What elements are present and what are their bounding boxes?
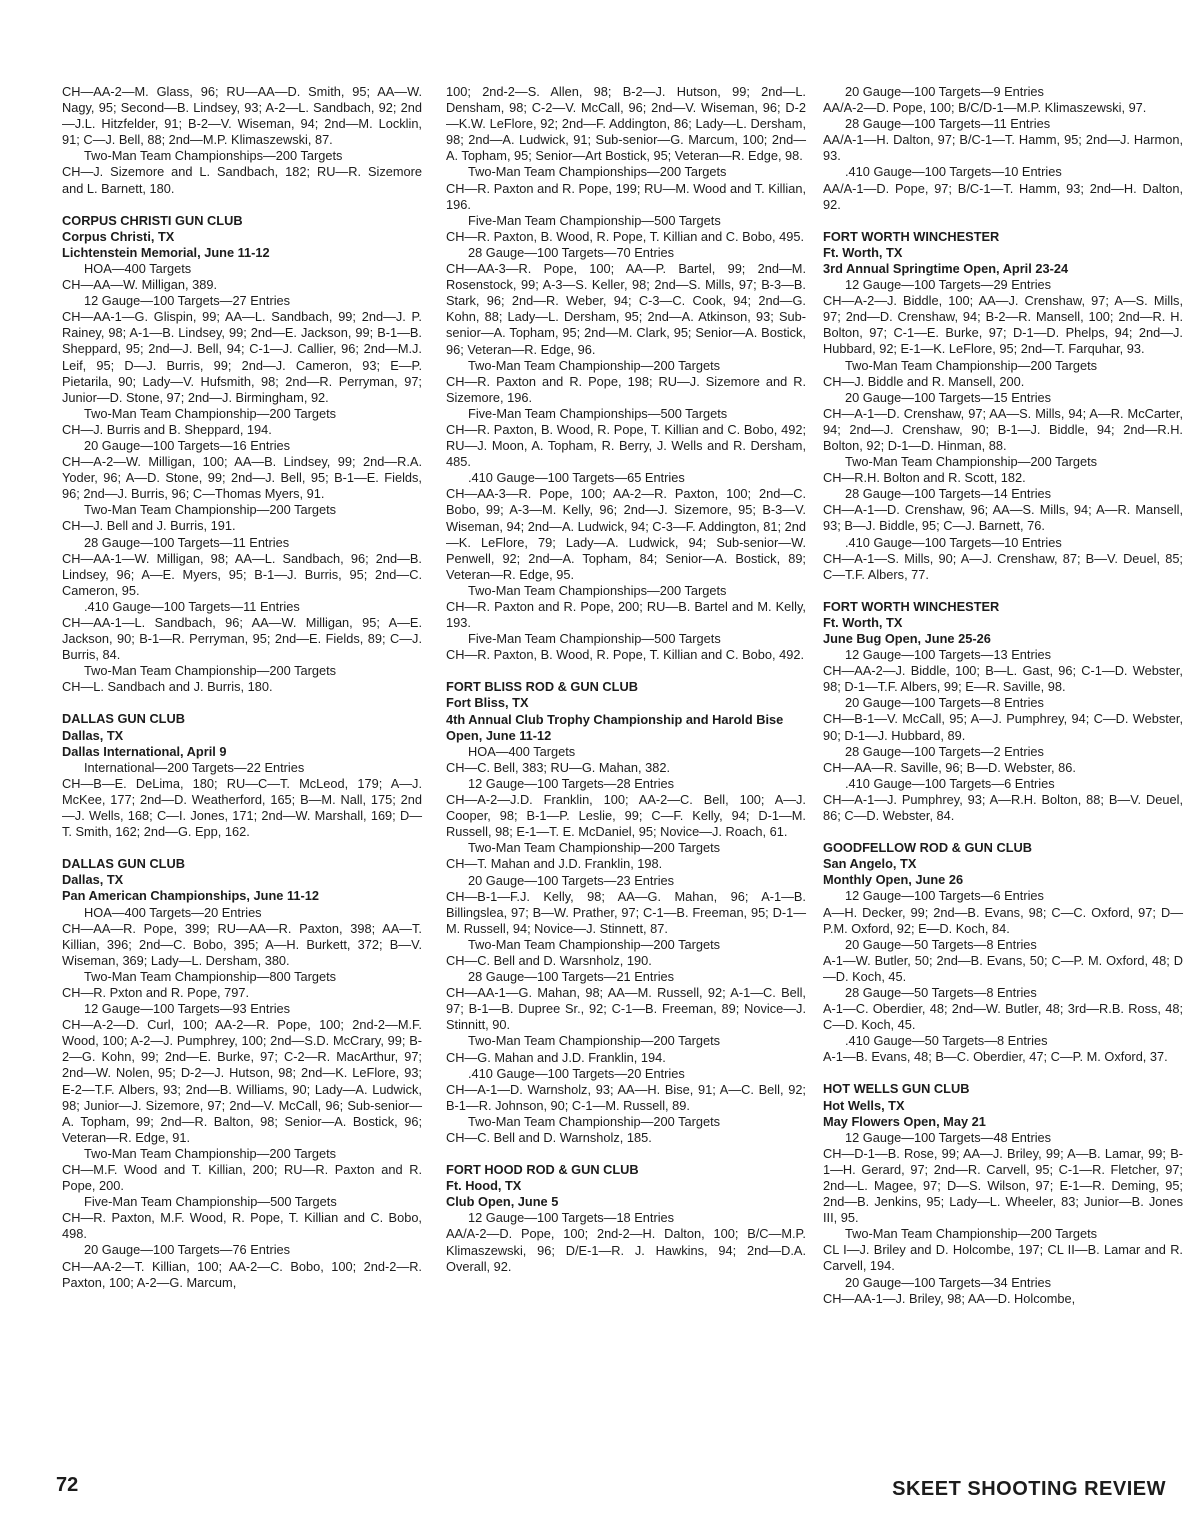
results-paragraph: CH—AA-1—L. Sandbach, 96; AA—W. Milligan, 95; A—E. Jackson, 90; B-1—R. Perryman, 95; 2nd—E. Fields, 89; C—J. Burris, 84. bbox=[62, 615, 422, 663]
results-paragraph: CH—AA-2—J. Biddle, 100; B—L. Gast, 96; C-1—D. Webster, 98; D-1—T.F. Albers, 99; E—R. Saville, 98. bbox=[823, 663, 1183, 695]
event-category: Five-Man Team Championship—500 Targets bbox=[84, 1194, 337, 1210]
results-paragraph: CH—R.H. Bolton and R. Scott, 182. bbox=[823, 470, 1026, 486]
event-category: Two-Man Team Championship—200 Targets bbox=[845, 1226, 1098, 1242]
results-paragraph: CH—R. Paxton and R. Pope, 198; RU—J. Sizemore and R. Sizemore, 196. bbox=[446, 373, 806, 405]
event-category: Two-Man Team Championships—200 Targets bbox=[468, 582, 727, 598]
results-paragraph: CH—M.F. Wood and T. Killian, 200; RU—R. Paxton and R. Pope, 200. bbox=[62, 1162, 422, 1194]
results-paragraph: A-1—W. Butler, 50; 2nd—B. Evans, 50; C—P. M. Oxford, 48; D—D. Koch, 45. bbox=[823, 952, 1183, 984]
event-category: 28 Gauge—100 Targets—14 Entries bbox=[845, 486, 1052, 502]
event-category: 20 Gauge—100 Targets—76 Entries bbox=[84, 1242, 291, 1258]
event-category: .410 Gauge—100 Targets—11 Entries bbox=[84, 598, 300, 614]
results-paragraph: CH—R. Paxton, M.F. Wood, R. Pope, T. Killian and C. Bobo, 498. bbox=[62, 1210, 422, 1242]
club-heading: DALLAS GUN CLUB bbox=[62, 856, 185, 872]
results-paragraph: CH—AA-3—R. Pope, 100; AA—P. Bartel, 99; 2nd—M. Rosenstock, 99; A-3—S. Keller, 98; 2nd—S. Mills, 97; B-3—B. Stark, 96; 2nd—R. Weber, 94; C-3—C. Cook, 94; 2nd—G. Kohn, 88; Lady—L. Dersham, 95; 2nd—A. Atkinson, 93; Sub-senior—A. Topham, 95; 2nd—M. Clark, 95; Senior—A. Bostick, 96; Veteran—R. Edge, 96. bbox=[446, 261, 806, 357]
results-paragraph: CH—A-1—S. Mills, 90; A—J. Crenshaw, 87; B—V. Deuel, 85; C—T.F. Albers, 77. bbox=[823, 550, 1183, 582]
results-paragraph: CH—AA-2—T. Killian, 100; AA-2—C. Bobo, 100; 2nd-2—R. Paxton, 100; A-2—G. Marcum, bbox=[62, 1258, 422, 1290]
results-paragraph: CH—D-1—B. Rose, 99; AA—J. Briley, 99; A—B. Lamar, 99; B-1—H. Gerard, 97; 2nd—R. Carvell, 95; C-1—R. Fletcher, 97; 2nd—L. Magee, 97; D—S. Wilson, 97; E-1—R. Deming, 95; 2nd—B. Jenkins, 95; Lady—L. Wheeler, 83; Junior—B. Jones III, 95. bbox=[823, 1145, 1183, 1226]
results-paragraph: CH—AA-1—W. Milligan, 98; AA—L. Sandbach, 96; 2nd—B. Lindsey, 96; A—E. Myers, 95; B-1—J. Burris, 95; 2nd—C. Cameron, 95. bbox=[62, 550, 422, 598]
event-subheading: Lichtenstein Memorial, June 11-12 bbox=[62, 244, 270, 260]
results-paragraph: CH—R. Paxton, B. Wood, R. Pope, T. Killian and C. Bobo, 492; RU—J. Moon, A. Topham, R. Berry, J. Wells and R. Dersham, 485. bbox=[446, 421, 806, 470]
results-paragraph: CH—A-2—D. Curl, 100; AA-2—R. Pope, 100; 2nd-2—M.F. Wood, 100; A-2—J. Pumphrey, 100; 2nd—S.D. McCrary, 99; B-2—G. Kohn, 99; 2nd—E. Burke, 97; C-2—R. MacArthur, 97; 2nd—W. Nolen, 95; D-2—J. Hutson, 98; 2nd—K. LeFlore, 93; E-2—T.F. Albers, 93; 2nd—B. Williams, 90; Lady—A. Ludwick, 98; Junior—J. Sizemore, 97; 2nd—V. McCall, 96; Sub-senior—A. Topham, 99; 2nd—R. Balton, 98; Senior—A. Bostick, 96; Veteran—R. Edge, 91. bbox=[62, 1017, 422, 1145]
event-category: Five-Man Team Championships—500 Targets bbox=[468, 405, 728, 421]
event-category: Two-Man Team Championship—200 Targets bbox=[468, 357, 721, 373]
page-number: 72 bbox=[56, 1474, 79, 1496]
results-paragraph: CH—A-2—W. Milligan, 100; AA—B. Lindsey, 99; 2nd—R.A. Yoder, 96; A—D. Stone, 99; 2nd—J. Bell, 95; B-1—E. Fields, 96; 2nd—J. Burris, 96; C—Thomas Myers, 91. bbox=[62, 454, 422, 502]
results-paragraph: CH—A-1—D. Crenshaw, 96; AA—S. Mills, 94; A—R. Mansell, 93; B—J. Biddle, 95; C—J. Barnett, 76. bbox=[823, 502, 1183, 534]
event-category: Five-Man Team Championship—500 Targets bbox=[468, 212, 721, 228]
event-subheading: Dallas, TX bbox=[62, 872, 124, 888]
event-category: Two-Man Team Championship—200 Targets bbox=[84, 663, 337, 679]
club-heading: FORT WORTH WINCHESTER bbox=[823, 598, 1000, 614]
event-subheading: Hot Wells, TX bbox=[823, 1097, 905, 1113]
event-category: International—200 Targets—22 Entries bbox=[84, 759, 305, 775]
event-category: Five-Man Team Championship—500 Targets bbox=[468, 631, 721, 647]
event-subheading: 4th Annual Club Trophy Championship and Harold Bise Open, June 11-12 bbox=[446, 711, 784, 743]
event-subheading: Ft. Worth, TX bbox=[823, 244, 903, 260]
event-category: 12 Gauge—100 Targets—27 Entries bbox=[84, 293, 291, 309]
event-category: Two-Man Team Championship—800 Targets bbox=[84, 968, 337, 984]
results-paragraph: CH—A-1—D. Crenshaw, 97; AA—S. Mills, 94; A—R. McCarter, 94; 2nd—J. Crenshaw, 90; B-1—J. Biddle, 94; 2nd—R.H. Bolton, 92; D-1—D. Hinman, 88. bbox=[823, 405, 1183, 453]
results-paragraph: CH—C. Bell, 383; RU—G. Mahan, 382. bbox=[446, 759, 671, 775]
event-category: 20 Gauge—100 Targets—9 Entries bbox=[845, 84, 1044, 99]
results-paragraph: A-1—B. Evans, 48; B—C. Oberdier, 47; C—P. M. Oxford, 37. bbox=[823, 1049, 1168, 1065]
event-category: 20 Gauge—100 Targets—8 Entries bbox=[845, 695, 1044, 711]
event-category: 28 Gauge—100 Targets—11 Entries bbox=[845, 116, 1051, 132]
results-paragraph: 100; 2nd-2—S. Allen, 98; B-2—J. Hutson, 99; 2nd—L. Densham, 98; C-2—V. McCall, 96; 2nd—V. Wiseman, 96; D-2—K.W. LeFlore, 92; 2nd—F. Addington, 86; Lady—L. Dersham, 98; 2nd—A. Ludwick, 91; Sub-senior—G. Marcum, 100; 2nd—A. Topham, 95; Senior—Art Bostick, 95; Veteran—R. Edge, 98. bbox=[446, 84, 806, 164]
text-column-3 bbox=[823, 84, 1183, 1307]
event-category: 12 Gauge—100 Targets—18 Entries bbox=[468, 1210, 675, 1226]
event-subheading: Pan American Championships, June 11-12 bbox=[62, 888, 319, 904]
event-category: 20 Gauge—50 Targets—8 Entries bbox=[845, 936, 1037, 952]
event-category: 12 Gauge—100 Targets—93 Entries bbox=[84, 1001, 291, 1017]
event-category: Two-Man Team Championships—200 Targets bbox=[84, 148, 343, 164]
event-category: 20 Gauge—100 Targets—16 Entries bbox=[84, 437, 291, 453]
club-heading: DALLAS GUN CLUB bbox=[62, 711, 185, 727]
event-category: Two-Man Team Championship—200 Targets bbox=[468, 840, 721, 856]
event-category: 20 Gauge—100 Targets—23 Entries bbox=[468, 872, 675, 888]
results-paragraph: CH—A-1—J. Pumphrey, 93; A—R.H. Bolton, 88; B—V. Deuel, 86; C—D. Webster, 84. bbox=[823, 791, 1183, 824]
event-category: .410 Gauge—100 Targets—20 Entries bbox=[468, 1065, 685, 1081]
publication-title: SKEET SHOOTING REVIEW bbox=[892, 1478, 1166, 1500]
event-subheading: Ft. Worth, TX bbox=[823, 614, 903, 630]
results-paragraph: AA/A-2—D. Pope, 100; 2nd-2—H. Dalton, 100; B/C—M.P. Klimaszewski, 96; D/E-1—R. J. Hawkins, 94; 2nd—D.A. Overall, 92. bbox=[446, 1226, 806, 1274]
results-paragraph: A-1—C. Oberdier, 48; 2nd—W. Butler, 48; 3rd—R.B. Ross, 48; C—D. Koch, 45. bbox=[823, 1001, 1183, 1033]
results-paragraph: CH—A-1—D. Warnsholz, 93; AA—H. Bise, 91; A—C. Bell, 92; B-1—R. Johnson, 90; C-1—M. Russell, 89. bbox=[446, 1081, 806, 1113]
event-category: 12 Gauge—100 Targets—6 Entries bbox=[845, 888, 1044, 904]
results-paragraph: CH—A-2—J. Biddle, 100; AA—J. Crenshaw, 97; A—S. Mills, 97; 2nd—D. Crenshaw, 94; B-2—R. Mansell, 100; 2nd—R. H. Bolton, 97; C-1—E. Burke, 97; D-1—D. Phelps, 94; 2nd—J. Hubbard, 92; E-1—K. LeFlore, 95; 2nd—T. Farquhar, 93. bbox=[823, 293, 1183, 357]
event-subheading: Fort Bliss, TX bbox=[446, 695, 529, 711]
results-paragraph: CH—R. Paxton, B. Wood, R. Pope, T. Killian and C. Bobo, 492. bbox=[446, 647, 805, 663]
results-paragraph: A—H. Decker, 99; 2nd—B. Evans, 98; C—C. Oxford, 97; D—P.M. Oxford, 92; E—D. Koch, 84. bbox=[823, 904, 1183, 936]
results-paragraph: CH—AA-1—J. Briley, 98; AA—D. Holcombe, bbox=[823, 1290, 1076, 1306]
club-heading: FORT HOOD ROD & GUN CLUB bbox=[446, 1162, 639, 1178]
results-paragraph: CH—C. Bell and D. Warnsholz, 185. bbox=[446, 1130, 652, 1145]
event-category: 28 Gauge—50 Targets—8 Entries bbox=[845, 984, 1037, 1000]
results-paragraph: CH—AA-2—M. Glass, 96; RU—AA—D. Smith, 95; AA—W. Nagy, 95; Second—B. Lindsey, 93; A-2—L. Sandbach, 92; 2nd—J.L. Hitzfelder, 91; B-2—V. Wiseman, 94; 2nd—M. Locklin, 91; C—J. Bell, 88; 2nd—M.P. Klimaszewski, 87. bbox=[62, 84, 422, 148]
results-paragraph: CH—A-2—J.D. Franklin, 100; AA-2—C. Bell, 100; A—J. Cooper, 98; B-1—P. Leslie, 99; C—F. Kelly, 94; D-1—M. Russell, 98; E-1—T. E. McDaniel, 95; Novice—J. Roach, 61. bbox=[446, 792, 806, 840]
results-paragraph: CH—G. Mahan and J.D. Franklin, 194. bbox=[446, 1049, 666, 1065]
event-category: Two-Man Team Championships—200 Targets bbox=[468, 164, 727, 180]
results-paragraph: CH—AA—W. Milligan, 389. bbox=[62, 277, 218, 293]
results-paragraph: CH—B—E. DeLima, 180; RU—C—T. McLeod, 179; A—J. McKee, 177; 2nd—D. Weatherford, 165; B—M. Nall, 175; 2nd—J. Wells, 168; C—I. Jones, 171; 2nd—W. Marshall, 169; D—T. Smith, 162; 2nd—G. Epp, 162. bbox=[62, 775, 422, 840]
results-paragraph: CH—J. Sizemore and L. Sandbach, 182; RU—R. Sizemore and L. Barnett, 180. bbox=[62, 164, 422, 196]
event-category: HOA—400 Targets bbox=[468, 743, 576, 759]
event-subheading: Dallas, TX bbox=[62, 727, 124, 743]
club-heading: CORPUS CHRISTI GUN CLUB bbox=[62, 212, 243, 228]
results-paragraph: CL I—J. Briley and D. Holcombe, 197; CL II—B. Lamar and R. Carvell, 194. bbox=[823, 1242, 1183, 1274]
event-category: Two-Man Team Championship—200 Targets bbox=[468, 1033, 721, 1049]
event-category: .410 Gauge—100 Targets—10 Entries bbox=[845, 534, 1062, 550]
event-category: 20 Gauge—100 Targets—34 Entries bbox=[845, 1274, 1052, 1290]
event-subheading: May Flowers Open, May 21 bbox=[823, 1113, 986, 1129]
results-paragraph: CH—R. Paxton, B. Wood, R. Pope, T. Killian and C. Bobo, 495. bbox=[446, 228, 805, 244]
results-paragraph: CH—L. Sandbach and J. Burris, 180. bbox=[62, 679, 273, 695]
event-category: 28 Gauge—100 Targets—21 Entries bbox=[468, 969, 675, 985]
results-paragraph: AA/A-2—D. Pope, 100; B/C/D-1—M.P. Klimaszewski, 97. bbox=[823, 100, 1147, 116]
event-category: HOA—400 Targets bbox=[84, 260, 192, 276]
results-paragraph: CH—B-1—V. McCall, 95; A—J. Pumphrey, 94; C—D. Webster, 90; D-1—J. Hubbard, 89. bbox=[823, 711, 1183, 743]
event-category: 28 Gauge—100 Targets—11 Entries bbox=[84, 534, 290, 550]
event-category: 12 Gauge—100 Targets—28 Entries bbox=[468, 775, 675, 791]
event-category: Two-Man Team Championship—200 Targets bbox=[84, 1145, 337, 1161]
club-heading: FORT BLISS ROD & GUN CLUB bbox=[446, 679, 638, 695]
text-column-1 bbox=[62, 84, 422, 1291]
event-subheading: Club Open, June 5 bbox=[446, 1194, 559, 1210]
event-category: Two-Man Team Championship—200 Targets bbox=[845, 454, 1098, 470]
results-paragraph: CH—AA-3—R. Pope, 100; AA-2—R. Paxton, 100; 2nd—C. Bobo, 99; A-3—M. Kelly, 96; 2nd—J. Sizemore, 95; B-3—V. Wiseman, 94; 2nd—A. Ludwick, 94; C-3—F. Addington, 81; 2nd—K. LeFlore, 79; Lady—A. Ludwick, 94; Sub-senior—W. Penwell, 92; 2nd—A. Topham, 84; Senior—A. Bostick, 89; Veteran—R. Edge, 95. bbox=[446, 486, 806, 582]
event-category: 12 Gauge—100 Targets—29 Entries bbox=[845, 277, 1052, 293]
event-subheading: June Bug Open, June 25-26 bbox=[823, 631, 991, 646]
results-paragraph: CH—J. Bell and J. Burris, 191. bbox=[62, 518, 236, 534]
results-paragraph: CH—R. Paxton and R. Pope, 199; RU—M. Wood and T. Killian, 196. bbox=[446, 180, 806, 212]
event-subheading: 3rd Annual Springtime Open, April 23-24 bbox=[823, 260, 1069, 276]
event-category: Two-Man Team Championship—200 Targets bbox=[845, 357, 1098, 373]
event-category: .410 Gauge—100 Targets—6 Entries bbox=[845, 775, 1055, 791]
event-category: 12 Gauge—100 Targets—13 Entries bbox=[845, 647, 1052, 663]
results-paragraph: CH—J. Burris and B. Sheppard, 194. bbox=[62, 421, 272, 437]
event-category: 28 Gauge—100 Targets—70 Entries bbox=[468, 244, 675, 260]
text-column-2 bbox=[446, 84, 806, 1275]
results-paragraph: CH—C. Bell and D. Warsnholz, 190. bbox=[446, 952, 652, 968]
event-subheading: Dallas International, April 9 bbox=[62, 743, 227, 759]
event-category: HOA—400 Targets—20 Entries bbox=[84, 904, 262, 920]
results-paragraph: CH—J. Biddle and R. Mansell, 200. bbox=[823, 373, 1025, 389]
event-subheading: Ft. Hood, TX bbox=[446, 1178, 522, 1194]
results-paragraph: CH—B-1—F.J. Kelly, 98; AA—G. Mahan, 96; A-1—B. Billingslea, 97; B—W. Prather, 97; C-1—B. Freeman, 95; D-1—M. Russell, 94; Novice—J. Stinnett, 87. bbox=[446, 888, 806, 936]
results-paragraph: CH—T. Mahan and J.D. Franklin, 198. bbox=[446, 856, 663, 872]
results-paragraph: CH—R. Pxton and R. Pope, 797. bbox=[62, 984, 250, 1000]
event-category: Two-Man Team Championship—200 Targets bbox=[84, 502, 337, 518]
club-heading: FORT WORTH WINCHESTER bbox=[823, 228, 1000, 244]
event-category: Two-Man Team Championship—200 Targets bbox=[468, 936, 721, 952]
event-category: .410 Gauge—100 Targets—65 Entries bbox=[468, 470, 685, 486]
results-paragraph: AA/A-1—D. Pope, 97; B/C-1—T. Hamm, 93; 2nd—H. Dalton, 92. bbox=[823, 180, 1183, 212]
club-heading: GOODFELLOW ROD & GUN CLUB bbox=[823, 840, 1032, 856]
club-heading: HOT WELLS GUN CLUB bbox=[823, 1081, 970, 1097]
results-paragraph: CH—AA—R. Pope, 399; RU—AA—R. Paxton, 398; AA—T. Killian, 396; 2nd—C. Bobo, 395; A—H. Burkett, 372; B—V. Wiseman, 369; Lady—L. Dersham, 380. bbox=[62, 920, 422, 968]
results-paragraph: CH—AA-1—G. Glispin, 99; AA—L. Sandbach, 99; 2nd—J. P. Rainey, 98; A-1—B. Lindsey, 99; 2nd—E. Jackson, 99; B-1—B. Sheppard, 95; 2nd—J. Bell, 94; C-1—J. Callier, 96; 2nd—M.J. Leif, 95; D—J. Burris, 99; 2nd—J. Cameron, 93; E—P. Pietarila, 90; Lady—V. Hufsmith, 98; 2nd—R. Perryman, 97; Junior—D. Stone, 97; 2nd—J. Birmingham, 92. bbox=[62, 309, 422, 405]
results-paragraph: CH—AA—R. Saville, 96; B—D. Webster, 86. bbox=[823, 759, 1076, 775]
event-subheading: Corpus Christi, TX bbox=[62, 228, 175, 244]
event-category: .410 Gauge—100 Targets—10 Entries bbox=[845, 164, 1062, 180]
results-paragraph: CH—AA-1—G. Mahan, 98; AA—M. Russell, 92; A-1—C. Bell, 97; B-1—B. Dupree Sr., 92; C-1—B. Freeman, 89; Novice—J. Stinnitt, 90. bbox=[446, 985, 806, 1033]
results-paragraph: CH—R. Paxton and R. Pope, 200; RU—B. Bartel and M. Kelly, 193. bbox=[446, 599, 806, 631]
event-subheading: San Angelo, TX bbox=[823, 856, 917, 872]
event-category: .410 Gauge—50 Targets—8 Entries bbox=[845, 1033, 1048, 1049]
event-category: 12 Gauge—100 Targets—48 Entries bbox=[845, 1129, 1052, 1145]
event-category: Two-Man Team Championship—200 Targets bbox=[468, 1113, 721, 1129]
event-category: 20 Gauge—100 Targets—15 Entries bbox=[845, 389, 1052, 405]
results-paragraph: AA/A-1—H. Dalton, 97; B/C-1—T. Hamm, 95; 2nd—J. Harmon, 93. bbox=[823, 132, 1183, 164]
event-category: Two-Man Team Championship—200 Targets bbox=[84, 405, 337, 421]
event-subheading: Monthly Open, June 26 bbox=[823, 872, 964, 888]
event-category: 28 Gauge—100 Targets—2 Entries bbox=[845, 743, 1044, 759]
